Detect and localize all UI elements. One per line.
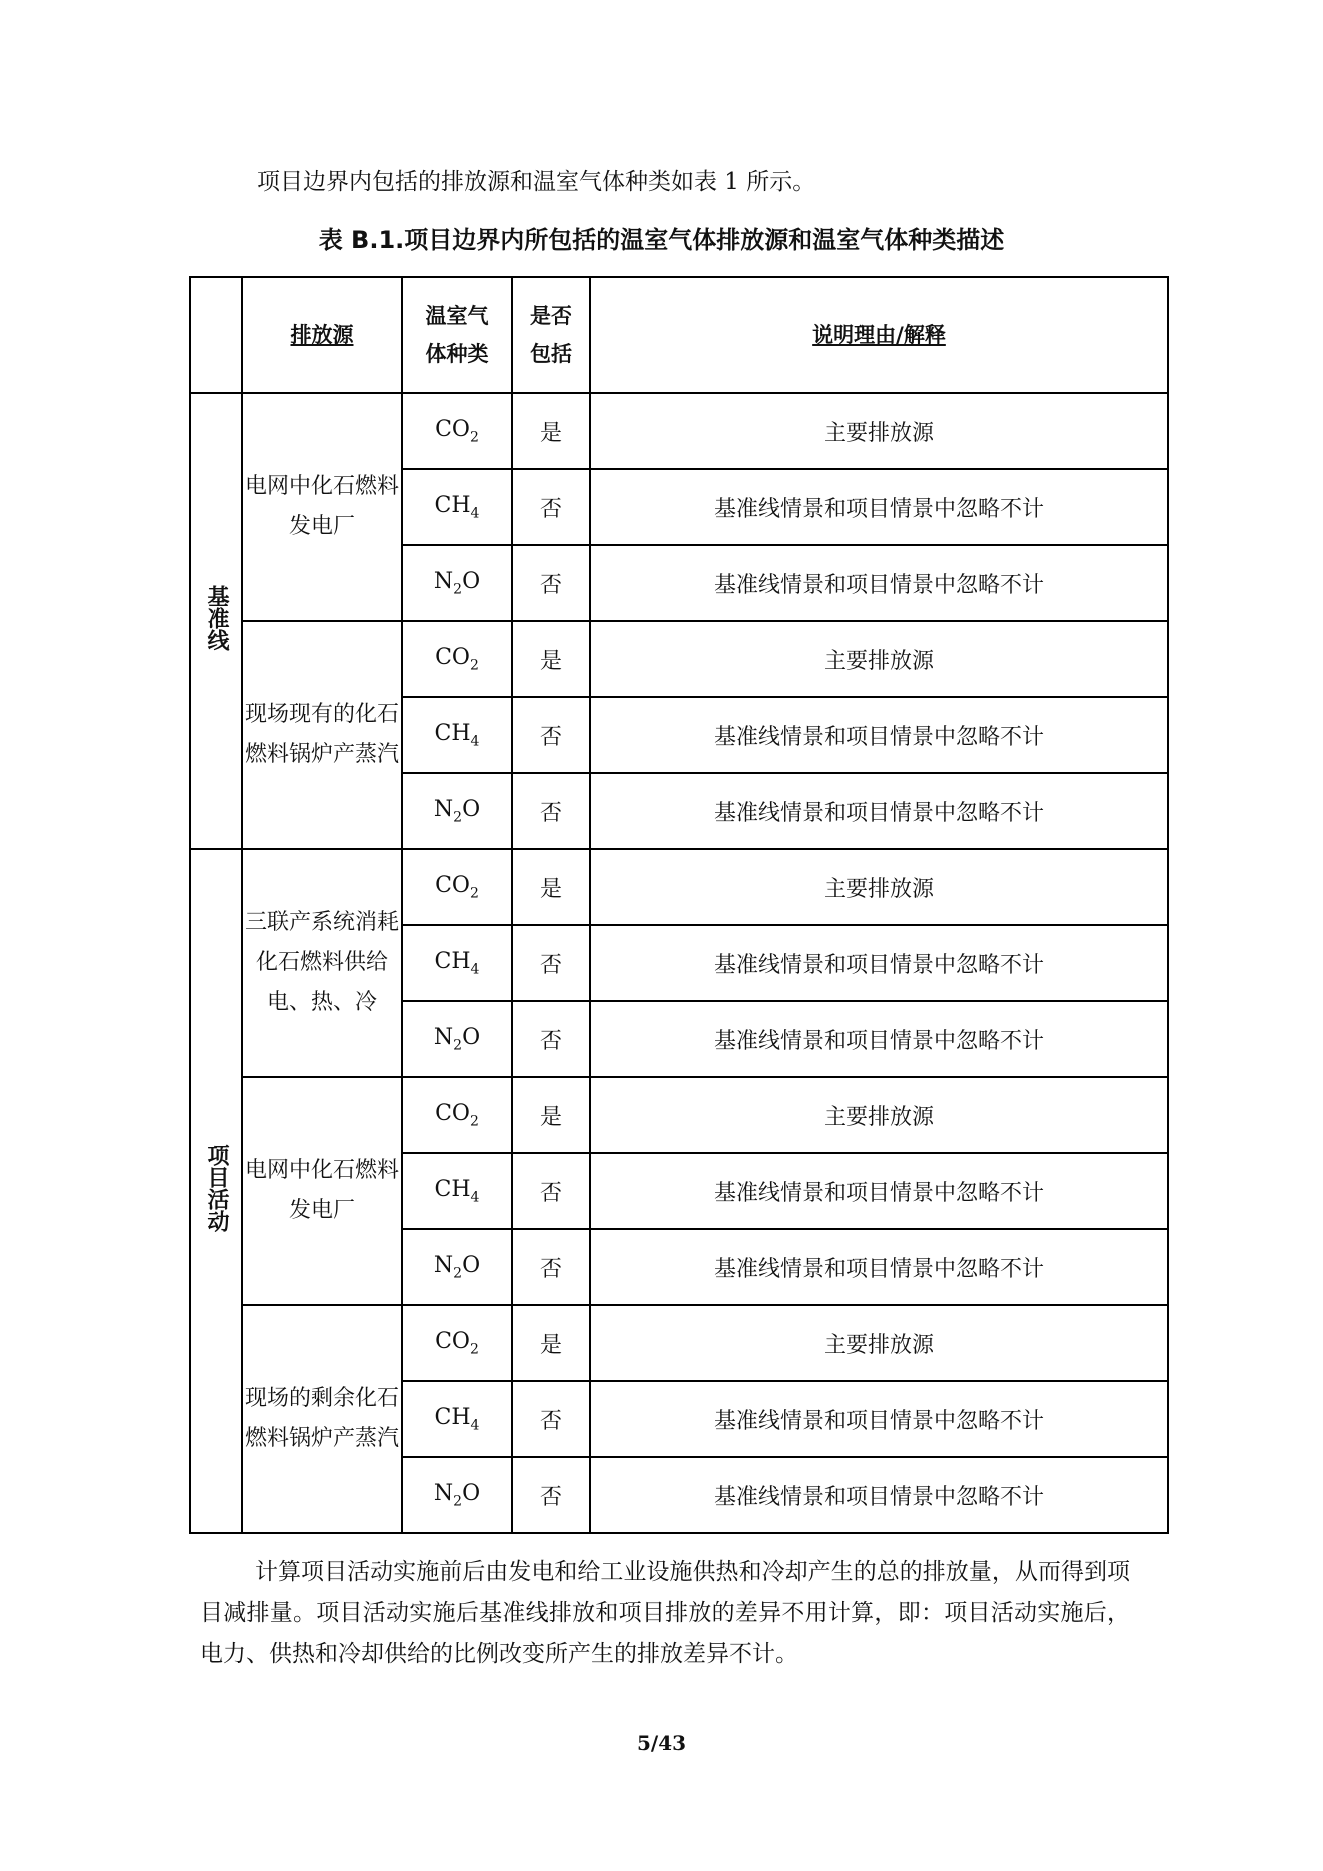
explanation-cell: 基准线情景和项目情景中忽略不计 <box>590 773 1168 849</box>
table-row <box>190 849 1168 925</box>
source-cell: 现场的剩余化石燃料锅炉产蒸汽 <box>242 1305 402 1533</box>
table-row <box>190 1077 1168 1153</box>
stage-cell <box>190 849 242 1533</box>
included-cell: 是 <box>512 849 590 925</box>
included-cell: 否 <box>512 545 590 621</box>
explanation-cell: 主要排放源 <box>590 849 1168 925</box>
table-header-row <box>190 277 1168 393</box>
bottom-paragraph: 计算项目活动实施前后由发电和给工业设施供热和冷却产生的总的排放量，从而得到项目减排量。项目活动实施后基准线排放和项目排放的差异不用计算，即：项目活动实施后，电力、供热和冷却供给的比例改变所产生的排放差异不计。 <box>200 1559 1130 1667</box>
gas-cell: $N_2O$ <box>402 1229 512 1305</box>
gas-cell: $CH_4$ <box>402 1381 512 1457</box>
explanation-cell: 基准线情景和项目情景中忽略不计 <box>590 1001 1168 1077</box>
explanation-cell: 基准线情景和项目情景中忽略不计 <box>590 1457 1168 1533</box>
table-row <box>190 393 1168 469</box>
gas-cell: $CH_4$ <box>402 925 512 1001</box>
gas-cell: $N_2O$ <box>402 773 512 849</box>
gas-cell: $CH_4$ <box>402 469 512 545</box>
header-gas: 温室气体种类 <box>402 277 512 393</box>
source-cell: 电网中化石燃料发电厂 <box>242 393 402 621</box>
included-cell: 否 <box>512 1153 590 1229</box>
header-source: 排放源 <box>242 277 402 393</box>
stage-label: 基准线 <box>204 585 229 651</box>
table-row <box>190 621 1168 697</box>
gas-cell: $CO_2$ <box>402 1077 512 1153</box>
gas-cell: $CH_4$ <box>402 697 512 773</box>
table-row <box>190 1305 1168 1381</box>
table-caption: 表 B.1.项目边界内所包括的温室气体排放源和温室气体种类描述 <box>318 226 1005 254</box>
explanation-cell: 主要排放源 <box>590 621 1168 697</box>
included-cell: 是 <box>512 1305 590 1381</box>
emission-sources-table <box>189 276 1169 1534</box>
stage-cell <box>190 393 242 849</box>
stage-label: 项目活动 <box>204 1144 229 1232</box>
gas-cell: $CO_2$ <box>402 393 512 469</box>
explanation-cell: 主要排放源 <box>590 393 1168 469</box>
included-cell: 否 <box>512 1229 590 1305</box>
header-explanation: 说明理由/解释 <box>590 277 1168 393</box>
included-cell: 是 <box>512 393 590 469</box>
source-cell: 电网中化石燃料发电厂 <box>242 1077 402 1305</box>
included-cell: 是 <box>512 621 590 697</box>
gas-cell: $CH_4$ <box>402 1153 512 1229</box>
page-number: 5/43 <box>636 1731 687 1755</box>
included-cell: 否 <box>512 773 590 849</box>
included-cell: 否 <box>512 1381 590 1457</box>
explanation-cell: 基准线情景和项目情景中忽略不计 <box>590 697 1168 773</box>
included-cell: 否 <box>512 1457 590 1533</box>
included-cell: 否 <box>512 1001 590 1077</box>
gas-cell: $N_2O$ <box>402 1001 512 1077</box>
gas-cell: $CO_2$ <box>402 1305 512 1381</box>
included-cell: 否 <box>512 469 590 545</box>
gas-cell: $N_2O$ <box>402 545 512 621</box>
explanation-cell: 基准线情景和项目情景中忽略不计 <box>590 1153 1168 1229</box>
explanation-cell: 基准线情景和项目情景中忽略不计 <box>590 925 1168 1001</box>
explanation-cell: 基准线情景和项目情景中忽略不计 <box>590 469 1168 545</box>
included-cell: 否 <box>512 925 590 1001</box>
gas-cell: $CO_2$ <box>402 621 512 697</box>
intro-text: 项目边界内包括的排放源和温室气体种类如表 1 所示。 <box>257 169 816 195</box>
included-cell: 是 <box>512 1077 590 1153</box>
source-cell: 现场现有的化石燃料锅炉产蒸汽 <box>242 621 402 849</box>
explanation-cell: 基准线情景和项目情景中忽略不计 <box>590 545 1168 621</box>
included-cell: 否 <box>512 697 590 773</box>
explanation-cell: 基准线情景和项目情景中忽略不计 <box>590 1229 1168 1305</box>
header-stage <box>190 277 242 393</box>
source-cell: 三联产系统消耗化石燃料供给电、热、冷 <box>242 849 402 1077</box>
explanation-cell: 基准线情景和项目情景中忽略不计 <box>590 1381 1168 1457</box>
explanation-cell: 主要排放源 <box>590 1305 1168 1381</box>
header-included: 是否包括 <box>512 277 590 393</box>
gas-cell: $CO_2$ <box>402 849 512 925</box>
table-body <box>190 393 1168 1533</box>
gas-cell: $N_2O$ <box>402 1457 512 1533</box>
explanation-cell: 主要排放源 <box>590 1077 1168 1153</box>
